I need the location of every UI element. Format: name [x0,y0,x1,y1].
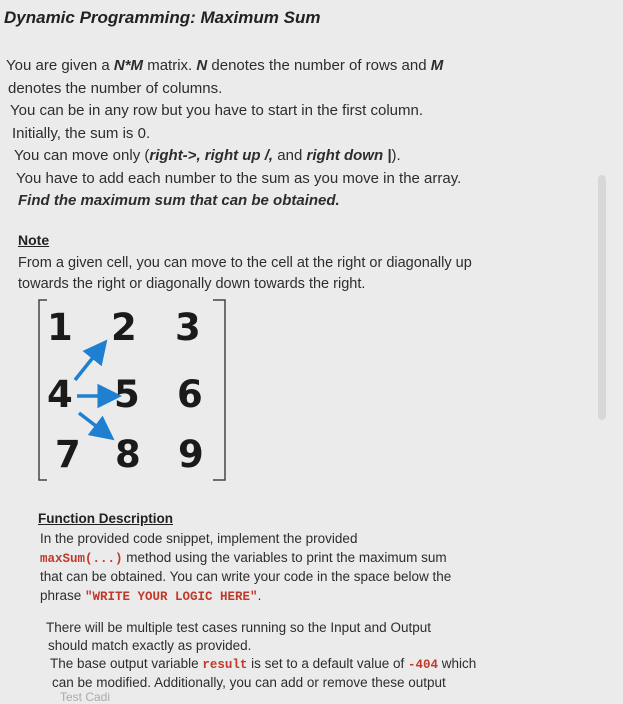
matrix-cell-9: 9 [178,433,204,476]
matrix-size-term: N*M [113,57,144,74]
fd-text: method using the variables to print the maximum sum [122,549,447,565]
tc-text: The base output variable [50,656,203,671]
statement-line-3: You can be in any row but you have to start in the first column. [10,102,424,119]
note-line-1: From a given cell, you can move to the cell at the right or diagonally up [18,255,472,271]
note-body [18,253,608,294]
fd-line-2 [40,549,610,569]
tc-line-1: There will be multiple test cases running so the Input and Output [46,620,431,635]
matrix-cell-6: 6 [177,373,203,416]
problem-statement [6,55,596,213]
note-heading: Note [18,232,50,248]
statement-text: matrix. [143,57,197,74]
statement-text: You can move only ( [14,147,150,164]
statement-line-5 [6,145,596,168]
tc-line-2: should match exactly as provided. [48,638,252,653]
matrix-cell-5: 5 [114,373,140,416]
statement-text: and [273,147,307,164]
fd-text: phrase [40,587,86,603]
matrix-right-bracket [213,300,225,480]
tc-text: is set to a default value of [247,656,408,671]
fd-line-4 [40,587,610,607]
fd-text: . [257,587,262,603]
statement-text: You are given a [6,57,114,74]
logic-phrase-code: "WRITE YOUR LOGIC HERE" [85,589,258,604]
function-description-heading: Function Description [38,511,173,526]
statement-text: denotes the number of rows and [207,57,431,74]
test-cases-info [46,619,616,692]
rows-term: N [196,57,208,74]
scrollbar[interactable] [598,175,606,420]
tc-line-3 [46,655,616,674]
matrix-cell-2: 2 [111,306,137,349]
fd-line-3: that can be obtained. You can write your code in the space below the [40,569,452,584]
matrix-cell-3: 3 [175,306,201,349]
arrow-right-up [75,345,103,380]
cut-off-text: Test Cadi [60,690,111,704]
example-matrix [37,298,227,483]
statement-goal: Find the maximum sum that can be obtained. [18,192,340,209]
tc-line-4: can be modified. Additionally, you can add or remove these output [52,675,446,690]
matrix-cell-1: 1 [47,306,73,349]
fd-line-1: In the provided code snippet, implement the provided [40,531,358,546]
tc-text: which [438,656,477,671]
page-title: Dynamic Programming: Maximum Sum [4,8,321,27]
moves-term: right down | [306,147,392,164]
function-description-body [40,530,610,606]
default-value-code: -404 [407,658,438,672]
statement-line-4: Initially, the sum is 0. [12,124,151,142]
statement-text: ). [391,147,401,164]
statement-line-1 [6,55,596,78]
statement-line-2: denotes the number of columns. [8,79,223,97]
moves-term: right->, right up /, [149,147,274,164]
matrix-cell-7: 7 [55,433,81,476]
arrow-right-down [79,413,109,436]
result-variable-code: result [202,658,248,672]
note-line-2: towards the right or diagonally down towards the right. [18,275,366,292]
columns-term: M [430,57,444,74]
matrix-cell-8: 8 [115,433,141,476]
matrix-left-bracket [39,300,47,480]
statement-line-6: You have to add each number to the sum as you move in the array. [16,169,462,187]
matrix-cell-4: 4 [47,373,73,416]
method-name-code: maxSum(...) [40,551,123,566]
